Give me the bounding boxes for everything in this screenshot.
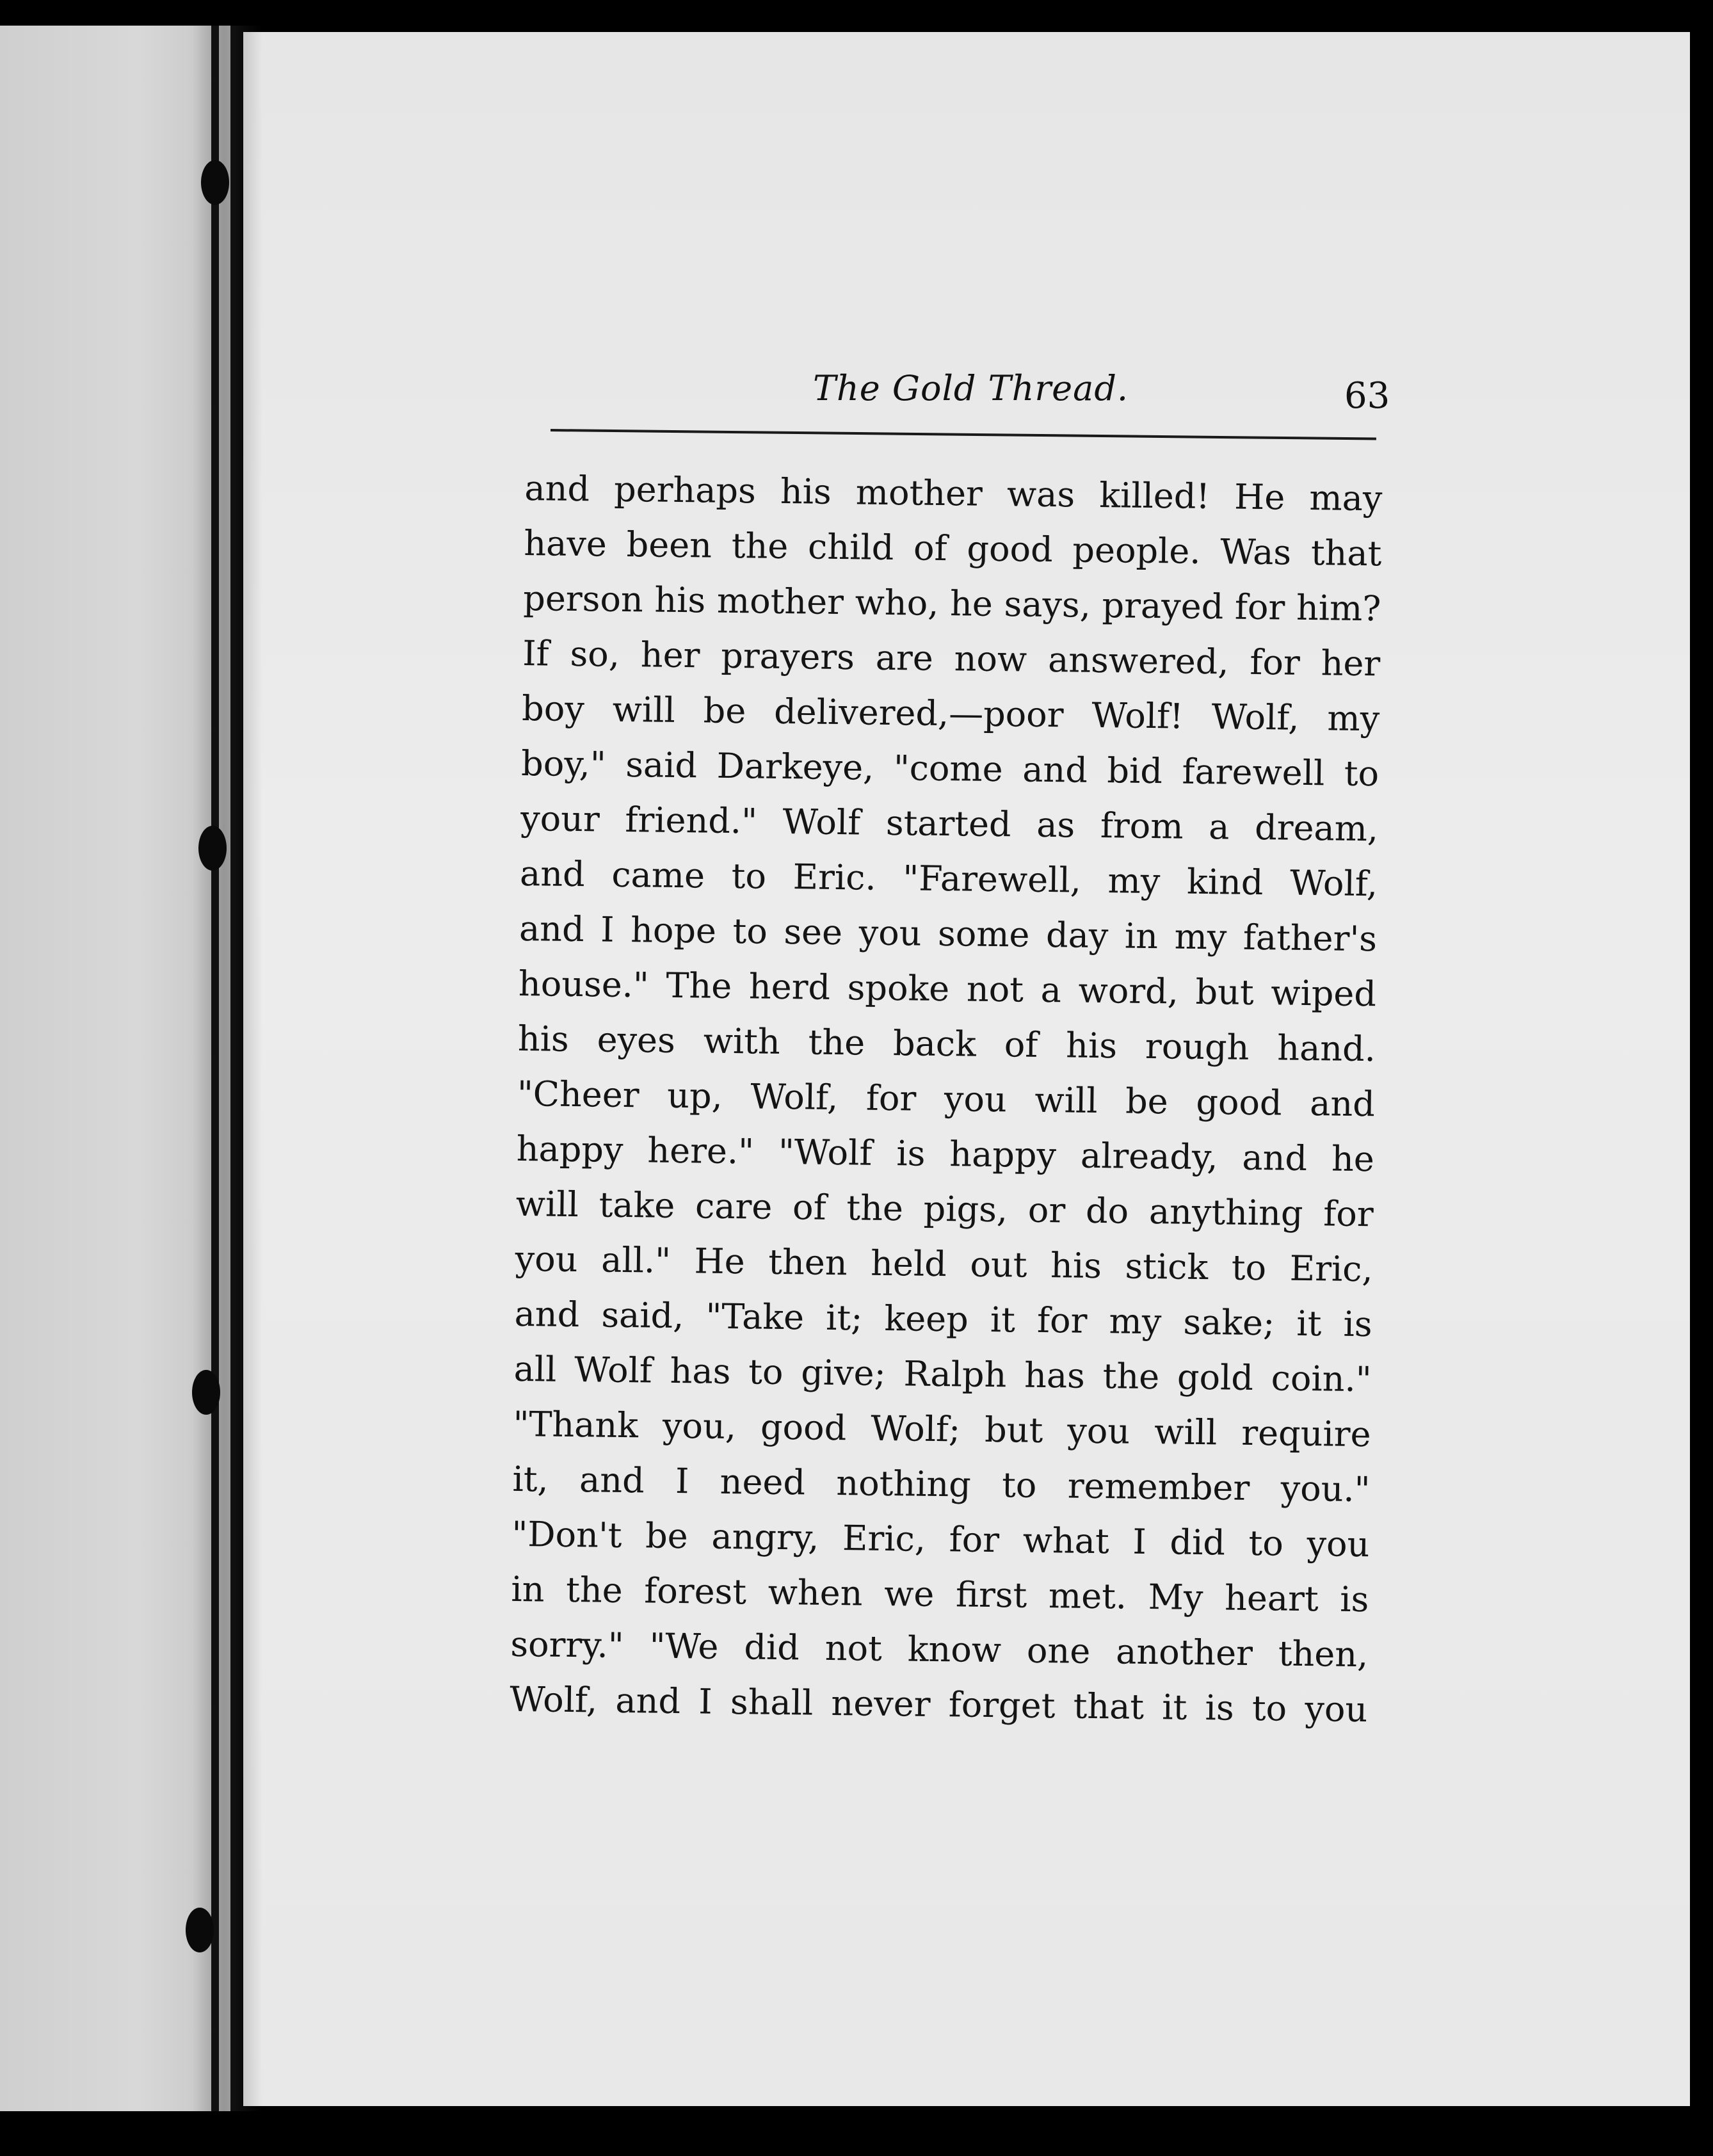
text-line: his eyes with the back of his rough hand. [517,1018,1376,1070]
text-line: If so, her prayers are now answered, for her [522,632,1381,684]
scan-border-bottom [0,2111,1713,2156]
running-head: The Gold Thread. [813,368,1129,408]
text-line: "Cheer up, Wolf, for you will be good and [517,1073,1376,1125]
text-line: have been the child of good people. Was that [524,522,1382,574]
text-line: Wolf, and I shall never forget that it is to you [509,1678,1368,1730]
text-line: boy," said Darkeye, "come and bid farewell to [520,743,1379,794]
text-line: your friend." Wolf started as from a dream, [520,798,1379,849]
gutter-shadow [192,26,262,2112]
text-line: all Wolf has to give; Ralph has the gold coin." [513,1348,1372,1400]
text-line: you all." He then held out his stick to Eric, [515,1238,1374,1290]
binding-knot [201,160,229,205]
text-line: and said, "Take it; keep it for my sake; it is [514,1293,1373,1345]
text-line: sorry." "We did not know one another then, [510,1623,1369,1675]
text-line: "Don't be angry, Eric, for what I did to you [511,1513,1370,1565]
binding-knot [198,826,227,871]
binding-knot [186,1908,214,1952]
text-line: and came to Eric. "Farewell, my kind Wolf, [519,853,1378,905]
text-line: and I hope to see you some day in my father's [519,908,1378,960]
text-line: and perhaps his mother was killed! He may [524,467,1383,519]
scan-border-right [1694,0,1713,2156]
binding-knot [192,1370,220,1415]
text-line: boy will be delivered,—poor Wolf! Wolf, my [521,688,1380,739]
text-line: person his mother who, he says, prayed for him? [522,577,1381,629]
text-line: house." The herd spoke not a word, but wiped [518,963,1377,1015]
text-line: it, and I need nothing to remember you." [512,1458,1371,1510]
text-line: in the forest when we first met. My heart is [511,1568,1369,1620]
body-text [510,461,1383,1737]
text-line: "Thank you, good Wolf; but you will require [513,1403,1371,1455]
binding-thread [211,26,219,2112]
page-number: 63 [1344,375,1390,417]
text-line: will take care of the pigs, or do anything for [515,1183,1374,1235]
text-line: happy here." "Wolf is happy already, and he [516,1128,1375,1180]
